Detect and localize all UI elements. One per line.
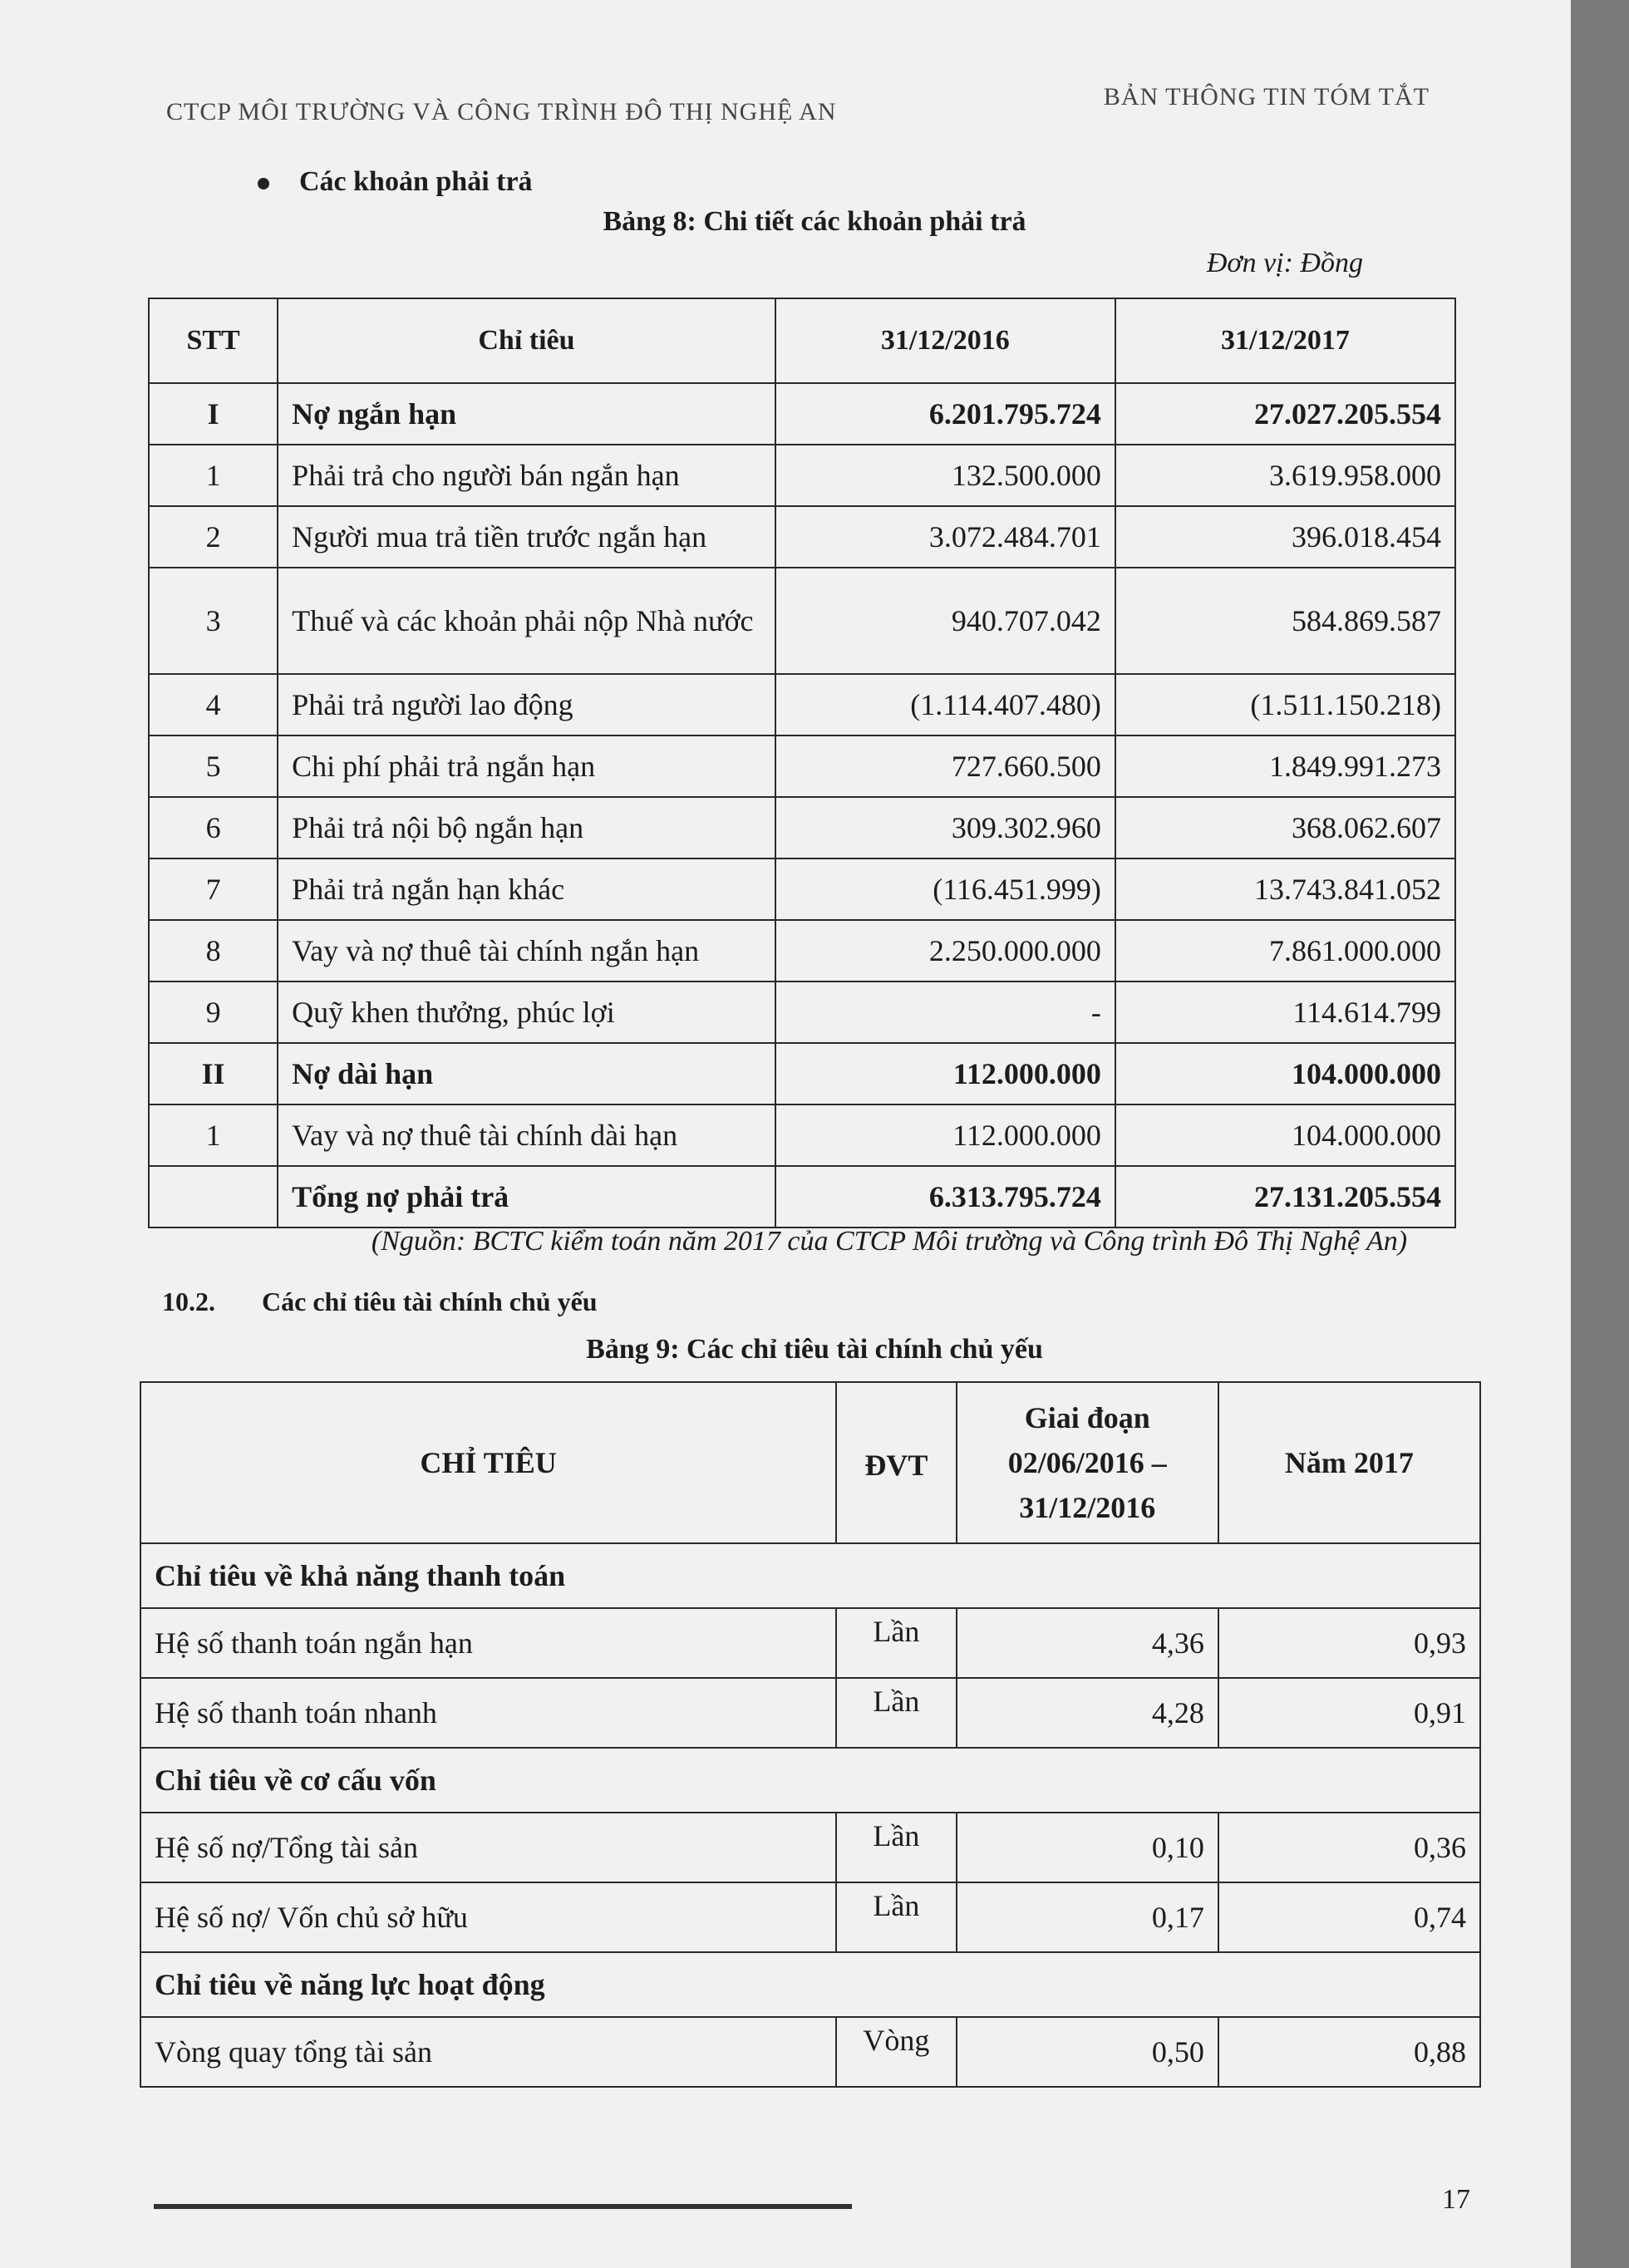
cell-indicator: Chi phí phải trả ngắn hạn bbox=[278, 736, 775, 797]
cell-indicator: Thuế và các khoản phải nộp Nhà nước bbox=[278, 568, 775, 674]
cell-value-2016: 112.000.000 bbox=[775, 1043, 1115, 1104]
cell-value-2017: 3.619.958.000 bbox=[1115, 445, 1455, 506]
cell-stt: 1 bbox=[149, 1104, 278, 1166]
table-row bbox=[149, 920, 1455, 981]
cell-value-period: 0,10 bbox=[957, 1813, 1218, 1882]
header-document-title: BẢN THÔNG TIN TÓM TẮT bbox=[1103, 83, 1430, 111]
table8-title: Bảng 8: Chi tiết các khoản phải trả bbox=[603, 206, 1026, 237]
cell-value-2016: 727.660.500 bbox=[775, 736, 1115, 797]
cell-value-2017: 27.131.205.554 bbox=[1115, 1166, 1455, 1227]
cell-indicator: Vay và nợ thuê tài chính ngắn hạn bbox=[278, 920, 775, 981]
header-2016: 31/12/2016 bbox=[775, 298, 1115, 383]
table-header-row bbox=[149, 298, 1455, 383]
table-row bbox=[149, 506, 1455, 568]
table9-title: Bảng 9: Các chỉ tiêu tài chính chủ yếu bbox=[586, 1334, 1043, 1365]
table-row bbox=[149, 568, 1455, 674]
cell-stt: 3 bbox=[149, 568, 278, 674]
cell-indicator: Phải trả ngắn hạn khác bbox=[278, 858, 775, 920]
cell-value-2017: 27.027.205.554 bbox=[1115, 383, 1455, 445]
table-row bbox=[149, 674, 1455, 736]
cell-stt: 6 bbox=[149, 797, 278, 858]
table-row bbox=[149, 445, 1455, 506]
cell-stt: 2 bbox=[149, 506, 278, 568]
cell-stt: 5 bbox=[149, 736, 278, 797]
group-label: Chỉ tiêu về năng lực hoạt động bbox=[140, 1952, 1480, 2017]
cell-value-2017: 0,74 bbox=[1218, 1882, 1480, 1952]
table-header-row bbox=[140, 1382, 1480, 1543]
table-row bbox=[149, 736, 1455, 797]
cell-unit: Lần bbox=[836, 1678, 957, 1748]
source-note: (Nguồn: BCTC kiểm toán năm 2017 của CTCP Môi trường và Công trình Đô Thị Nghệ An) bbox=[371, 1226, 1408, 1257]
cell-value-2017: 0,36 bbox=[1218, 1813, 1480, 1882]
bullet-dot-icon bbox=[258, 178, 269, 189]
page-number: 17 bbox=[1442, 2184, 1470, 2215]
cell-value-2016: (1.114.407.480) bbox=[775, 674, 1115, 736]
table8-unit: Đơn vị: Đồng bbox=[1206, 248, 1363, 278]
cell-value-2017: 0,93 bbox=[1218, 1608, 1480, 1678]
cell-value-2017: 584.869.587 bbox=[1115, 568, 1455, 674]
header-period-line1: Giai đoạn bbox=[1024, 1401, 1150, 1434]
table-row bbox=[149, 981, 1455, 1043]
table-row bbox=[149, 383, 1455, 445]
cell-value-2017: (1.511.150.218) bbox=[1115, 674, 1455, 736]
cell-value-2016: 3.072.484.701 bbox=[775, 506, 1115, 568]
cell-stt: 7 bbox=[149, 858, 278, 920]
header-stt: STT bbox=[149, 298, 278, 383]
table-row bbox=[140, 1882, 1480, 1952]
table-row bbox=[140, 1813, 1480, 1882]
cell-indicator: Vay và nợ thuê tài chính dài hạn bbox=[278, 1104, 775, 1166]
financial-indicators-table bbox=[140, 1381, 1481, 2088]
cell-value-2016: 6.201.795.724 bbox=[775, 383, 1115, 445]
table-row bbox=[149, 1166, 1455, 1227]
cell-indicator: Nợ dài hạn bbox=[278, 1043, 775, 1104]
header-year-2017: Năm 2017 bbox=[1218, 1382, 1480, 1543]
section-title: Các chỉ tiêu tài chính chủ yếu bbox=[262, 1287, 598, 1316]
background-edge bbox=[1571, 0, 1629, 2268]
cell-unit: Vòng bbox=[836, 2017, 957, 2087]
cell-indicator: Phải trả cho người bán ngắn hạn bbox=[278, 445, 775, 506]
cell-value-2016: 309.302.960 bbox=[775, 797, 1115, 858]
group-label: Chỉ tiêu về cơ cấu vốn bbox=[140, 1748, 1480, 1813]
group-row bbox=[140, 1748, 1480, 1813]
cell-value-period: 0,50 bbox=[957, 2017, 1218, 2087]
cell-value-2017: 104.000.000 bbox=[1115, 1043, 1455, 1104]
group-label: Chỉ tiêu về khả năng thanh toán bbox=[140, 1543, 1480, 1608]
cell-value-2017: 13.743.841.052 bbox=[1115, 858, 1455, 920]
cell-indicator: Vòng quay tổng tài sản bbox=[140, 2017, 836, 2087]
cell-stt: 8 bbox=[149, 920, 278, 981]
cell-indicator: Hệ số thanh toán ngắn hạn bbox=[140, 1608, 836, 1678]
table-row bbox=[140, 1678, 1480, 1748]
cell-stt bbox=[149, 1166, 278, 1227]
cell-indicator: Tổng nợ phải trả bbox=[278, 1166, 775, 1227]
group-row bbox=[140, 1543, 1480, 1608]
cell-indicator: Người mua trả tiền trước ngắn hạn bbox=[278, 506, 775, 568]
header-unit: ĐVT bbox=[836, 1382, 957, 1543]
cell-indicator: Quỹ khen thưởng, phúc lợi bbox=[278, 981, 775, 1043]
header-2017: 31/12/2017 bbox=[1115, 298, 1455, 383]
footer-rule bbox=[154, 2204, 852, 2209]
cell-value-2017: 114.614.799 bbox=[1115, 981, 1455, 1043]
cell-value-period: 4,36 bbox=[957, 1608, 1218, 1678]
cell-stt: 9 bbox=[149, 981, 278, 1043]
cell-value-2016: 940.707.042 bbox=[775, 568, 1115, 674]
cell-value-2017: 0,91 bbox=[1218, 1678, 1480, 1748]
cell-indicator: Phải trả nội bộ ngắn hạn bbox=[278, 797, 775, 858]
cell-indicator: Nợ ngắn hạn bbox=[278, 383, 775, 445]
cell-stt: 4 bbox=[149, 674, 278, 736]
table-row bbox=[149, 858, 1455, 920]
cell-value-2016: 132.500.000 bbox=[775, 445, 1115, 506]
table-row bbox=[140, 1608, 1480, 1678]
header-period-line3: 31/12/2016 bbox=[1019, 1491, 1156, 1524]
header-indicator: Chỉ tiêu bbox=[278, 298, 775, 383]
table-row bbox=[149, 797, 1455, 858]
header-period bbox=[957, 1382, 1218, 1543]
cell-indicator: Hệ số thanh toán nhanh bbox=[140, 1678, 836, 1748]
cell-indicator: Hệ số nợ/ Vốn chủ sở hữu bbox=[140, 1882, 836, 1952]
cell-unit: Lần bbox=[836, 1813, 957, 1882]
cell-indicator: Phải trả người lao động bbox=[278, 674, 775, 736]
header-period-line2: 02/06/2016 – bbox=[1007, 1446, 1167, 1479]
cell-indicator: Hệ số nợ/Tổng tài sản bbox=[140, 1813, 836, 1882]
table-row bbox=[149, 1043, 1455, 1104]
cell-value-2017: 7.861.000.000 bbox=[1115, 920, 1455, 981]
section-heading bbox=[162, 1287, 598, 1317]
cell-value-2017: 104.000.000 bbox=[1115, 1104, 1455, 1166]
cell-value-2016: (116.451.999) bbox=[775, 858, 1115, 920]
cell-value-period: 0,17 bbox=[957, 1882, 1218, 1952]
cell-value-2017: 368.062.607 bbox=[1115, 797, 1455, 858]
cell-unit: Lần bbox=[836, 1882, 957, 1952]
cell-value-2017: 0,88 bbox=[1218, 2017, 1480, 2087]
table-row bbox=[149, 1104, 1455, 1166]
cell-unit: Lần bbox=[836, 1608, 957, 1678]
section-number: 10.2. bbox=[162, 1287, 215, 1316]
cell-value-2017: 396.018.454 bbox=[1115, 506, 1455, 568]
cell-stt: I bbox=[149, 383, 278, 445]
cell-stt: 1 bbox=[149, 445, 278, 506]
payables-table bbox=[148, 298, 1456, 1228]
cell-value-2016: - bbox=[775, 981, 1115, 1043]
cell-value-2016: 6.313.795.724 bbox=[775, 1166, 1115, 1227]
cell-value-2017: 1.849.991.273 bbox=[1115, 736, 1455, 797]
bullet-heading bbox=[258, 166, 533, 198]
header-company: CTCP MÔI TRƯỜNG VÀ CÔNG TRÌNH ĐÔ THỊ NGHỆ AN bbox=[166, 98, 837, 125]
cell-value-2016: 112.000.000 bbox=[775, 1104, 1115, 1166]
cell-value-period: 4,28 bbox=[957, 1678, 1218, 1748]
cell-value-2016: 2.250.000.000 bbox=[775, 920, 1115, 981]
bullet-heading-text: Các khoản phải trả bbox=[299, 166, 533, 197]
header-indicator: CHỈ TIÊU bbox=[140, 1382, 836, 1543]
group-row bbox=[140, 1952, 1480, 2017]
table-row bbox=[140, 2017, 1480, 2087]
cell-stt: II bbox=[149, 1043, 278, 1104]
